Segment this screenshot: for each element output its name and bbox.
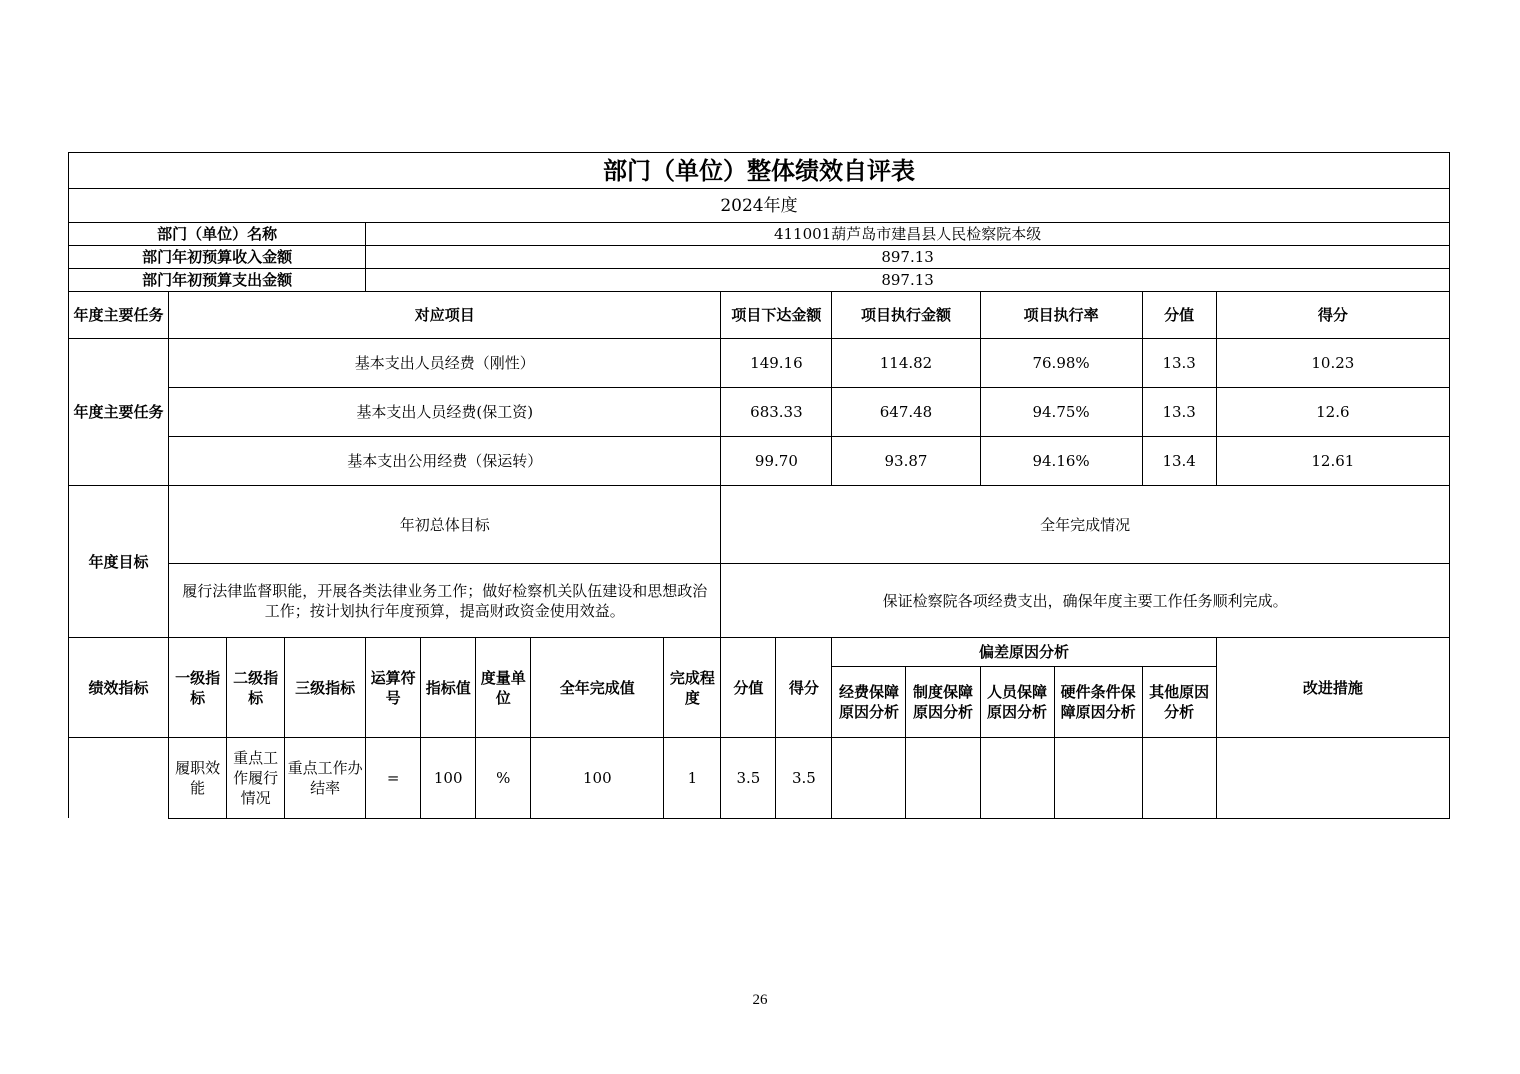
indicator-operator: =	[366, 738, 421, 819]
indicators-header-level1: 一级指标	[169, 638, 227, 738]
task-executed: 647.48	[832, 388, 980, 437]
income-label: 部门年初预算收入金额	[69, 246, 366, 269]
indicators-group-cell	[69, 738, 169, 819]
task-score: 12.6	[1216, 388, 1449, 437]
indicator-actual: 100	[531, 738, 664, 819]
indicators-header-dev-other: 其他原因分析	[1142, 667, 1216, 738]
evaluation-table	[68, 152, 1450, 819]
income-value: 897.13	[366, 246, 1450, 269]
task-score-value: 13.3	[1142, 388, 1216, 437]
task-row	[69, 339, 1450, 388]
indicators-label: 绩效指标	[69, 638, 169, 738]
fiscal-year: 2024年度	[69, 189, 1450, 223]
indicator-completion: 1	[664, 738, 721, 819]
indicator-dev-staff	[980, 738, 1054, 819]
indicator-dev-other	[1142, 738, 1216, 819]
indicator-score: 3.5	[776, 738, 832, 819]
indicators-header-dev-system: 制度保障原因分析	[906, 667, 980, 738]
indicators-header-deviation: 偏差原因分析	[832, 638, 1216, 667]
indicators-header-level3: 三级指标	[285, 638, 366, 738]
indicators-header-level2: 二级指标	[227, 638, 285, 738]
indicators-header-completion: 完成程度	[664, 638, 721, 738]
task-project: 基本支出人员经费(保工资)	[169, 388, 721, 437]
expense-value: 897.13	[366, 269, 1450, 292]
task-project: 基本支出公用经费（保运转）	[169, 437, 721, 486]
indicator-level3: 重点工作办结率	[285, 738, 366, 819]
indicator-score-value: 3.5	[721, 738, 776, 819]
goals-completion-header: 全年完成情况	[721, 486, 1450, 564]
task-score: 12.61	[1216, 437, 1449, 486]
indicators-header-actual: 全年完成值	[531, 638, 664, 738]
tasks-header-rate: 项目执行率	[980, 292, 1142, 339]
indicators-header-score-value: 分值	[721, 638, 776, 738]
task-rate: 94.75%	[980, 388, 1142, 437]
unit-name-value: 411001葫芦岛市建昌县人民检察院本级	[366, 223, 1450, 246]
indicator-improvement	[1216, 738, 1449, 819]
indicators-header-dev-funding: 经费保障原因分析	[832, 667, 906, 738]
task-rate: 94.16%	[980, 437, 1142, 486]
indicators-header-dev-staff: 人员保障原因分析	[980, 667, 1054, 738]
indicators-header-unit: 度量单位	[476, 638, 531, 738]
task-rate: 76.98%	[980, 339, 1142, 388]
task-executed: 93.87	[832, 437, 980, 486]
task-score: 10.23	[1216, 339, 1449, 388]
indicators-header-operator: 运算符号	[366, 638, 421, 738]
task-issued: 149.16	[721, 339, 832, 388]
page-title: 部门（单位）整体绩效自评表	[69, 153, 1450, 189]
unit-name-label: 部门（单位）名称	[69, 223, 366, 246]
tasks-group-label: 年度主要任务	[69, 339, 169, 486]
performance-evaluation-sheet	[68, 152, 1450, 819]
task-issued: 99.70	[721, 437, 832, 486]
goals-label: 年度目标	[69, 486, 169, 638]
goals-completion-text: 保证检察院各项经费支出，确保年度主要工作任务顺利完成。	[721, 564, 1450, 638]
task-executed: 114.82	[832, 339, 980, 388]
task-row	[69, 388, 1450, 437]
indicator-dev-hardware	[1054, 738, 1142, 819]
page-number: 26	[752, 992, 768, 1008]
task-row	[69, 437, 1450, 486]
task-score-value: 13.4	[1142, 437, 1216, 486]
tasks-header-project: 对应项目	[169, 292, 721, 339]
tasks-header-issued: 项目下达金额	[721, 292, 832, 339]
indicator-dev-funding	[832, 738, 906, 819]
goals-initial-text: 履行法律监督职能，开展各类法律业务工作；做好检察机关队伍建设和思想政治工作；按计划执行年度预算，提高财政资金使用效益。	[169, 564, 721, 638]
indicators-header-dev-hardware: 硬件条件保障原因分析	[1054, 667, 1142, 738]
indicator-level2: 重点工作履行情况	[227, 738, 285, 819]
goals-initial-header: 年初总体目标	[169, 486, 721, 564]
task-score-value: 13.3	[1142, 339, 1216, 388]
expense-label: 部门年初预算支出金额	[69, 269, 366, 292]
indicators-header-score: 得分	[776, 638, 832, 738]
indicators-header-target: 指标值	[421, 638, 476, 738]
indicator-row	[69, 738, 1450, 819]
tasks-header-score: 得分	[1216, 292, 1449, 339]
tasks-header-score-value: 分值	[1142, 292, 1216, 339]
indicator-unit: %	[476, 738, 531, 819]
task-project: 基本支出人员经费（刚性）	[169, 339, 721, 388]
tasks-header-task: 年度主要任务	[69, 292, 169, 339]
indicator-target: 100	[421, 738, 476, 819]
task-issued: 683.33	[721, 388, 832, 437]
tasks-header-executed: 项目执行金额	[832, 292, 980, 339]
indicators-header-improvement: 改进措施	[1216, 638, 1449, 738]
indicator-dev-system	[906, 738, 980, 819]
indicator-level1: 履职效能	[169, 738, 227, 819]
